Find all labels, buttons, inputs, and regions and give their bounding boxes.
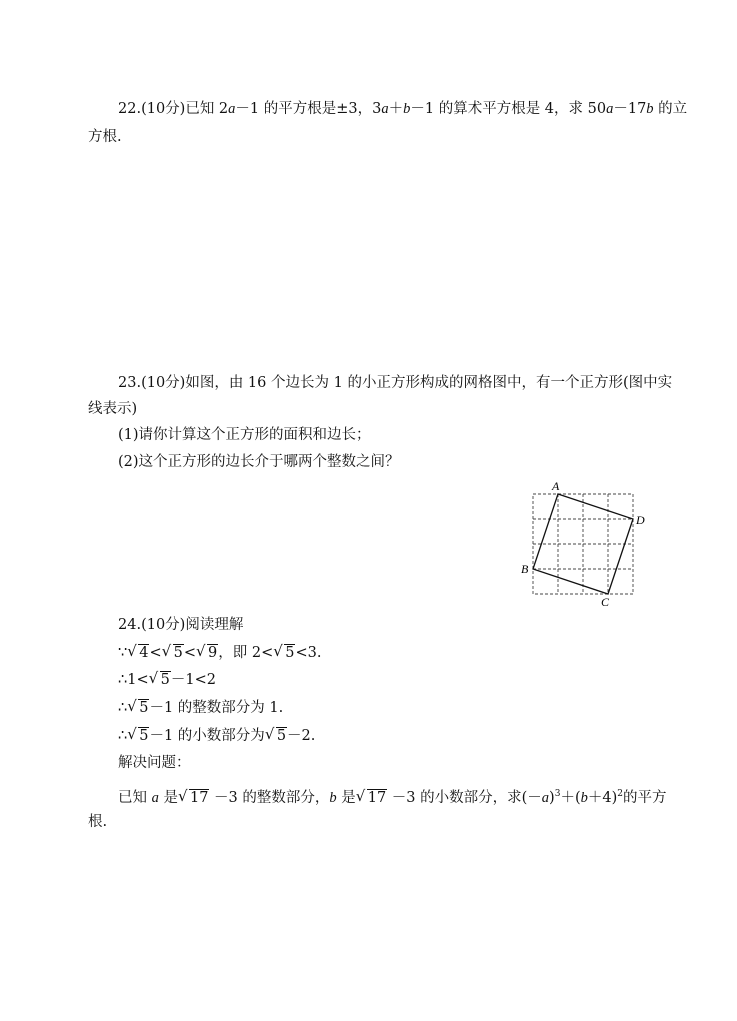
q24-text: ∴1< [118,672,149,688]
radicand: 4 [139,645,149,661]
q24-reason-4 [118,727,315,745]
q23-line-2: 线表示) [88,401,138,417]
q24-score: (10分) [141,617,186,633]
sqrt-5 [127,699,149,717]
sqrt-5 [162,644,184,662]
q22-line-2: 方根. [88,129,122,145]
q24-text: ，即 2< [218,645,274,661]
q23-part-1: (1)请你计算这个正方形的面积和边长； [118,427,371,443]
q22-score: (10分) [141,101,186,117]
q22-text: ＋ [388,101,404,117]
radicand: 5 [139,728,149,744]
q22-text: 已知 2 [185,101,229,117]
var-b: b [329,790,337,806]
q22-text: －1 的算术平方根是 4，求 50 [410,101,607,117]
var-a: a [541,790,550,806]
q22-text: 的立 [653,101,688,117]
square-grid-figure [515,478,655,608]
q24-text: <3. [295,645,322,661]
q24-problem-line-2: 根. [88,814,108,830]
q24-text: －3 的整数部分， [209,790,330,806]
radicand: 5 [139,700,149,716]
q24-number: 24. [118,617,142,633]
q24-text: 的平方 [623,790,667,806]
q24-reason-3 [118,699,283,717]
label-a: A [552,479,560,493]
q24-text: －1 的小数部分为 [149,728,265,744]
q24-text: ＋4) [587,790,618,806]
radicand: 17 [189,790,209,806]
q24-text: －1 的整数部分为 1. [149,700,284,716]
q24-problem-line-1 [118,785,667,807]
q23-number: 23. [118,375,142,391]
radicand: 5 [285,645,295,661]
q23-part-2: (2)这个正方形的边长介于哪两个整数之间？ [118,454,400,470]
exponent: 2 [617,789,623,799]
var-a: a [151,790,159,806]
q24-text: ＋( [560,790,581,806]
radicand: 9 [208,645,218,661]
less-than: < [183,645,197,661]
var-a: a [228,101,236,117]
q22-text: －1 的平方根是±3，3 [235,101,382,117]
var-b: b [403,101,411,117]
less-than: < [149,645,162,661]
q24-text: 是 [158,790,178,806]
sqrt-5 [273,644,295,662]
q24-text: 已知 [118,790,152,806]
q24-line-1 [118,616,243,634]
q22-text: －17 [613,101,647,117]
q24-text: ) [549,790,555,806]
sqrt-4 [127,644,149,662]
var-a: a [606,101,614,117]
radicand: 5 [276,728,287,744]
q23-line-1 [118,374,672,392]
q24-text: －1<2 [170,672,216,688]
q24-title: 阅读理解 [185,617,244,633]
radicand: 5 [173,645,183,661]
sqrt-5 [127,727,149,745]
because-symbol: ∵ [118,645,128,661]
var-b: b [580,790,588,806]
sqrt-5 [149,671,171,689]
exponent: 3 [554,789,561,799]
q24-reason-2 [118,671,216,689]
label-b: B [521,562,529,576]
q23-score: (10分) [141,375,186,391]
q24-text: 是 [336,790,356,806]
sqrt-17 [178,789,209,807]
dashed-grid [533,494,633,594]
q24-text: －2. [287,728,316,744]
var-b: b [646,101,654,117]
therefore-symbol: ∴ [118,700,128,716]
q24-reason-1 [118,644,321,662]
therefore-symbol: ∴ [118,728,128,744]
q24-solve-heading: 解决问题： [118,755,191,771]
radicand: 17 [367,790,387,806]
q24-text: －3 的小数部分，求(－ [387,790,542,806]
q23-text: 如图，由 16 个边长为 1 的小正方形构成的网格图中，有一个正方形(图中实 [185,375,673,391]
radicand: 5 [160,672,170,688]
sqrt-17 [356,789,387,807]
var-a: a [381,101,389,117]
q22-number: 22. [118,101,142,117]
q22-line-1 [118,100,687,118]
sqrt-9 [196,644,218,662]
label-c: C [601,595,610,608]
label-d: D [636,513,645,527]
sqrt-5 [265,727,287,745]
